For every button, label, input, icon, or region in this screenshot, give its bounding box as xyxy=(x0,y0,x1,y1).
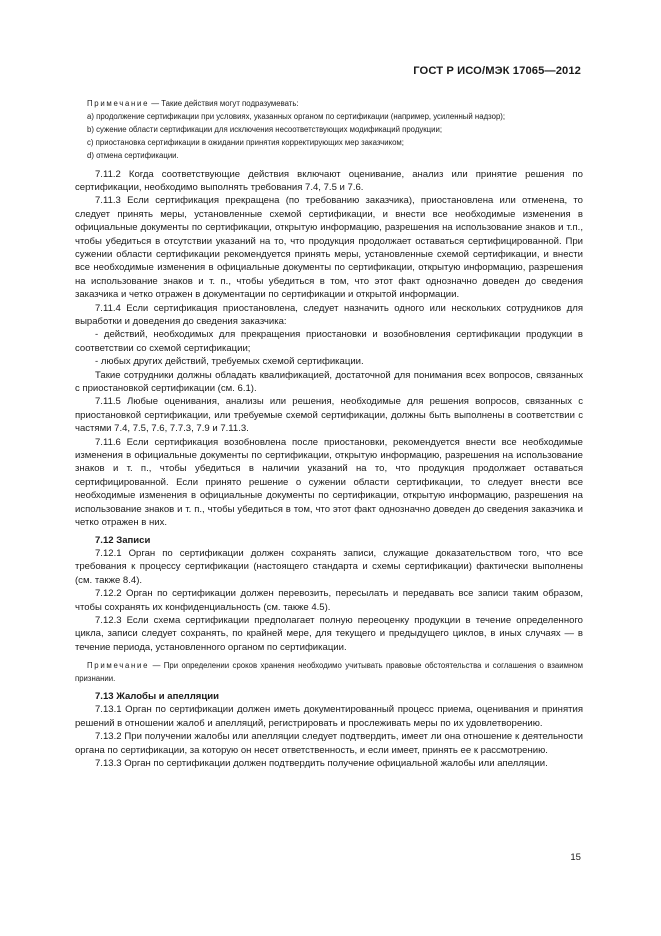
paragraph-7-11-2: 7.11.2 Когда соответствующие действия включают оценивание, анализ или принятие решения по сертификации, необходимо выполнять требования 7.4, 7.5 и 7.6. xyxy=(75,168,583,193)
document-header: ГОСТ Р ИСО/МЭК 17065—2012 xyxy=(413,65,581,77)
note-intro xyxy=(75,98,583,111)
paragraph-7-12-2: 7.12.2 Орган по сертификации должен перевозить, пересылать и передавать все записи таким образом, чтобы сохранять их конфиденциальность (см. также 4.5). xyxy=(75,588,583,613)
paragraph-7-11-3: 7.11.3 Если сертификация прекращена (по требованию заказчика), приостановлена или отменена, то следует принять меры, установленные схемой сертификации, и внести все необходимые изменения в официальные документы по сертификации, открытую информацию, разрешения на использование знаков и т.п., чтобы убедиться в отсутствии указаний на то, что продукция продолжает оставаться сертифицированной. При сужении области сертификации рекомендуется принять меры, установленные схемой сертификации, и внести все необходимые изменения в официальные документы по сертификации, открытую информацию, разрешения на использование знаков и т. п., чтобы убедиться в том, что этот факт однозначно доведен до сведения заказчика и четко отражен в документации по сертификации и открытой информации. xyxy=(75,195,583,301)
note-2-label: Примечание xyxy=(87,661,150,671)
page-number: 15 xyxy=(570,852,581,863)
paragraph-7-11-4-continued: Такие сотрудники должны обладать квалификацией, достаточной для понимания всех вопросов, связанных с приостановкой сертификации (см. 6.1). xyxy=(75,369,583,395)
dash-item-2: - любых других действий, требуемых схемой сертификации. xyxy=(95,356,364,368)
note-2-text: — При определении сроков хранения необходимо учитывать правовые обстоятельства и соглашения о взаимном признании. xyxy=(75,661,583,684)
dash-item-1: - действий, необходимых для прекращения приостановки и возобновления сертификации продукции в соответствии со схемой сертификации; xyxy=(75,329,583,354)
section-heading-7-13: 7.13 Жалобы и апелляции xyxy=(95,690,219,702)
note-text: — Такие действия могут подразумевать: xyxy=(149,99,299,108)
paragraph-7-12-3: 7.12.3 Если схема сертификации предполагает полную переоценку продукции в течение определенного цикла, записи следует сохранять, по крайней мере, для текущего и предыдущего циклов, в иных случаях — в течение периода, установленного органом по сертификации. xyxy=(75,614,583,653)
paragraph-7-11-4: 7.11.4 Если сертификация приостановлена, следует назначить одного или нескольких сотрудников для выработки и доведения до сведения заказчика: xyxy=(75,302,583,327)
document-body xyxy=(75,98,583,770)
paragraph-7-13-2: 7.13.2 При получении жалобы или апелляции следует подтвердить, имеет ли она отношение к деятельности органа по сертификации, за которую он несет ответственность, и если имеет, принять ее к рассмотрению. xyxy=(75,731,583,756)
note-label: Примечание xyxy=(87,99,150,108)
section-heading-7-12: 7.12 Записи xyxy=(95,534,151,546)
paragraph-7-11-6: 7.11.6 Если сертификация возобновлена после приостановки, рекомендуется внести все необходимые изменения в официальные документы по сертификации, открытую информацию, разрешения на использование знаков и т. п., чтобы убедиться в наличии указаний на то, что продукция продолжает оставаться сертифицированной. Если принято решение о сужении области сертификации, то следует внести все необходимые изменения в официальные документы по сертификации, открытую информацию, разрешения на использование знаков и т. п., чтобы убедиться в том, что этот факт однозначно доведен до сведения заказчика и четко отражен в них. xyxy=(75,436,583,529)
note-item-c: c) приостановка сертификации в ожидании принятия корректирующих мер заказчиком; xyxy=(87,137,404,147)
note-item-b: b) сужение области сертификации для исключения несоответствующих модификаций продукции; xyxy=(87,124,443,134)
paragraph-7-13-1: 7.13.1 Орган по сертификации должен иметь документированный процесс приема, оценивания и принятия решений в отношении жалоб и апелляций, регистрировать и прослеживать меры по их удовлетворению. xyxy=(75,704,583,729)
note-item-a: a) продолжение сертификации при условиях, указанных органом по сертификации (например, усиленный надзор); xyxy=(87,111,506,121)
note-2 xyxy=(75,660,583,686)
paragraph-7-11-5: 7.11.5 Любые оценивания, анализы или решения, необходимые для решения вопросов, связанных с приостановкой сертификации, или требуемые схемой сертификации, должны быть выполнены в соответствии с частями 7.4, 7.5, 7.6, 7.7.3, 7.9 и 7.11.3. xyxy=(75,396,583,435)
note-item-d: d) отмена сертификации. xyxy=(87,150,179,160)
paragraph-7-13-3: 7.13.3 Орган по сертификации должен подтвердить получение официальной жалобы или апелляции. xyxy=(95,758,548,769)
paragraph-7-12-1: 7.12.1 Орган по сертификации должен сохранять записи, служащие доказательством того, что все требования к процессу сертификации (настоящего стандарта и схемы сертификации) фактически выполнены (см. также 8.4). xyxy=(75,547,583,586)
